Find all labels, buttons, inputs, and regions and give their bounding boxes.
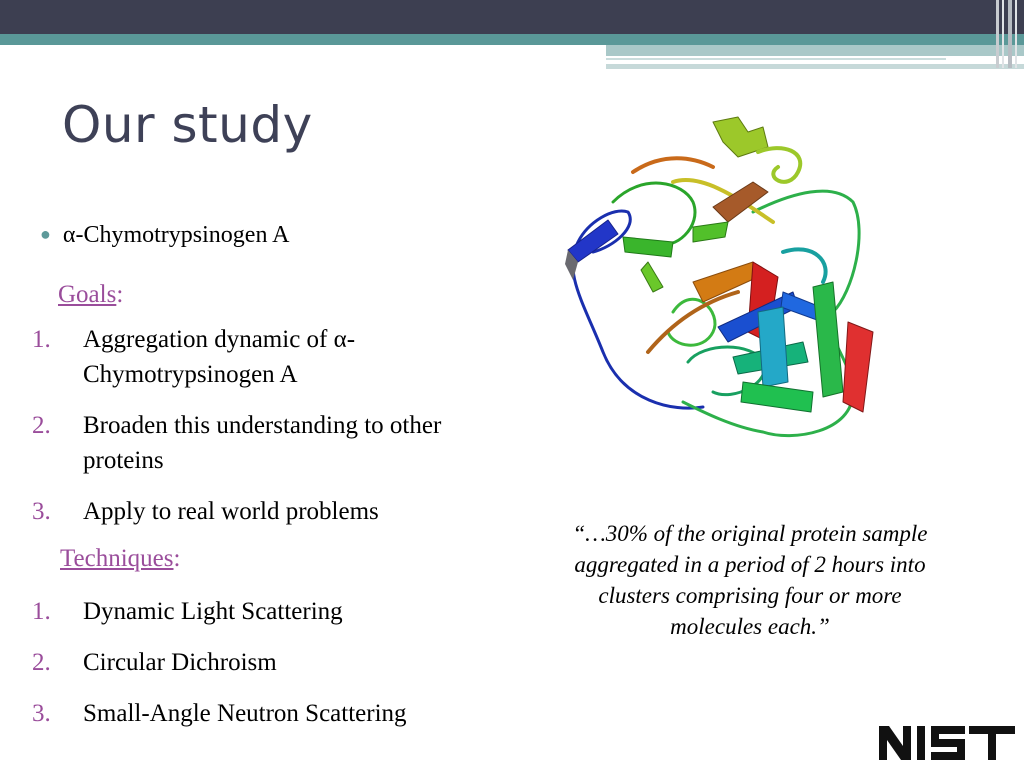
- list-number: 3.: [32, 700, 51, 727]
- list-number: 3.: [32, 498, 51, 525]
- list-item-text: Apply to real world problems: [83, 498, 379, 525]
- list-item: [0, 494, 520, 529]
- techniques-heading: [60, 545, 180, 573]
- list-item: [0, 594, 520, 629]
- list-item: [0, 696, 520, 731]
- nist-logo: [877, 718, 1017, 764]
- header-vertical-bar: [1015, 0, 1017, 68]
- list-item-text: Dynamic Light Scattering: [83, 598, 343, 625]
- list-number: 2.: [32, 649, 51, 676]
- list-number: 1.: [32, 326, 51, 353]
- header-banner: [0, 0, 1024, 34]
- list-item-text: Aggregation dynamic of α-Chymotrypsinogen A: [83, 326, 356, 388]
- goals-heading: [58, 281, 123, 309]
- list-number: 2.: [32, 412, 51, 439]
- bullet-item: [40, 222, 289, 249]
- header-vertical-bar: [1002, 0, 1004, 68]
- techniques-link[interactable]: Techniques: [60, 545, 174, 572]
- goals-list: [0, 322, 520, 545]
- bullet-dot-icon: ●: [40, 224, 51, 244]
- header-vertical-bar: [1008, 0, 1012, 68]
- list-item: [0, 645, 520, 680]
- quote-text: “…30% of the original protein sample aggregated in a period of 2 hours into clusters comprising four or more molecules each.”: [572, 521, 928, 639]
- header-stripe: [0, 34, 1024, 45]
- header-vertical-bar: [996, 0, 999, 68]
- list-item: [0, 322, 520, 392]
- list-number: 1.: [32, 598, 51, 625]
- techniques-list: [0, 594, 520, 747]
- header-accent-stripe: [606, 45, 1024, 56]
- bullet-text: α-Chymotrypsinogen A: [62, 222, 290, 248]
- header-accent-line: [606, 64, 1024, 69]
- techniques-colon: :: [173, 545, 181, 572]
- list-item-text: Small-Angle Neutron Scattering: [83, 700, 407, 727]
- slide-title: Our study: [62, 96, 313, 154]
- protein-structure-image: [553, 112, 893, 452]
- list-item-text: Circular Dichroism: [83, 649, 277, 676]
- goals-colon: :: [116, 281, 124, 308]
- list-item-text: Broaden this understanding to other proteins: [83, 412, 442, 474]
- goals-link[interactable]: Goals: [58, 281, 117, 308]
- header-accent-line: [606, 58, 946, 60]
- list-item: [0, 408, 520, 478]
